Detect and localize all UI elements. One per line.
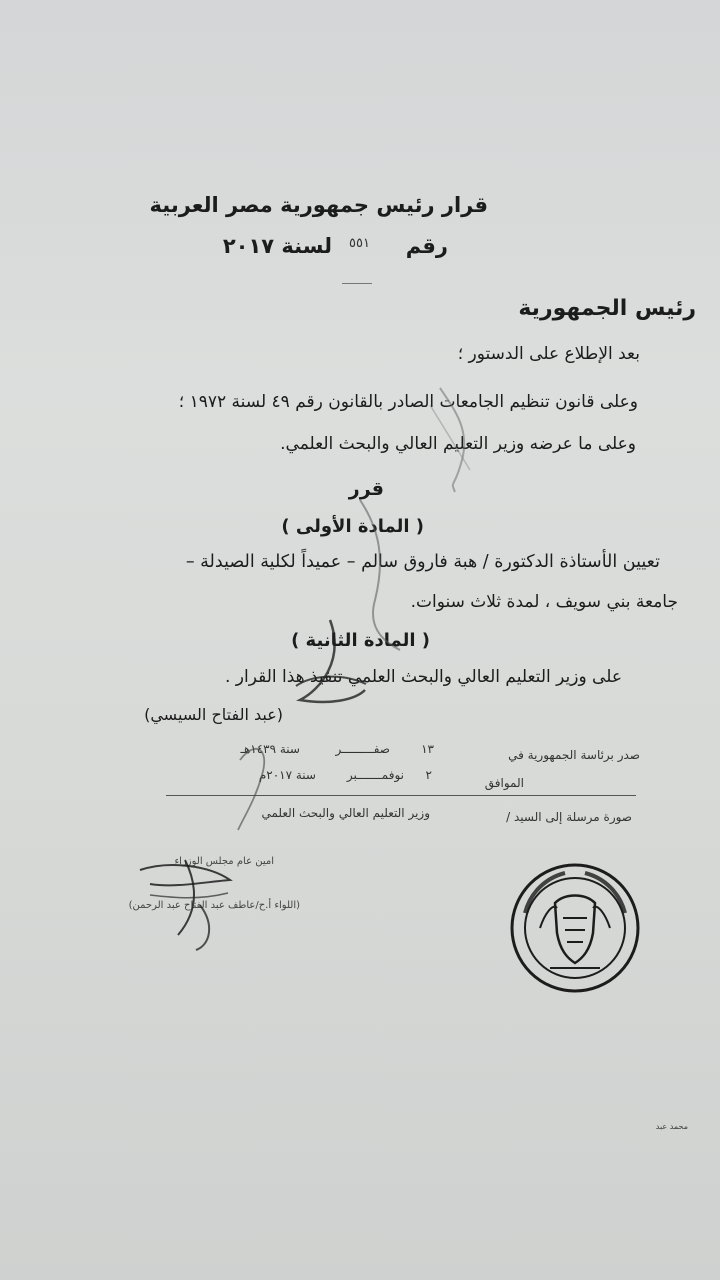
- article-1-line-1: تعيين الأستاذة الدكتورة / هبة فاروق سالم – عميداً لكلية الصيدلة –: [185, 552, 660, 572]
- article-1-line-2: جامعة بني سويف ، لمدة ثلاث سنوات.: [410, 592, 678, 612]
- article-1-heading: ( المادة الأولى ): [281, 516, 424, 537]
- article-2-heading: ( المادة الثانية ): [291, 630, 430, 651]
- issued-label: صدر برئاسة الجمهورية في: [508, 748, 640, 762]
- preamble-line-1: بعد الإطلاع على الدستور ؛: [457, 344, 640, 364]
- official-seal-graphic: [505, 858, 645, 998]
- corresponding-year: سنة ٢٠١٧م: [258, 768, 316, 782]
- secretary-name: (اللواء أ.ح/عاطف عبد الفتاح عبد الرحمن): [128, 900, 300, 911]
- signatory-name: (عبد الفتاح السيسي): [144, 705, 283, 724]
- footer-mark: محمد عبد: [655, 1122, 688, 1131]
- preamble-line-2: وعلى قانون تنظيم الجامعات الصادر بالقانون رقم ٤٩ لسنة ١٩٧٢ ؛: [178, 392, 638, 412]
- decree-title: قرار رئيس جمهورية مصر العربية: [149, 193, 488, 217]
- corresponding-label: الموافق: [484, 776, 524, 790]
- article-2-line-1: على وزير التعليم العالي والبحث العلمي تنفيذ هذا القرار .: [224, 667, 622, 687]
- corresponding-day: ٢: [425, 768, 432, 782]
- decree-year: لسنة ٢٠١٧: [222, 234, 332, 258]
- issued-year: سنة ١٤٣٩هـ: [240, 742, 300, 756]
- preamble-line-3: وعلى ما عرضه وزير التعليم العالي والبحث العلمي.: [280, 434, 636, 454]
- decision-word: قرر: [348, 478, 384, 500]
- corresponding-month: نوفمـــــــبر: [346, 768, 404, 782]
- issued-month: صفـــــــــر: [335, 742, 390, 756]
- decree-number-value: ٥٥١: [349, 236, 370, 251]
- copy-to-label: صورة مرسلة إلى السيد /: [506, 810, 632, 824]
- secretary-title: امين عام مجلس الوزراء: [174, 856, 274, 867]
- copy-to-recipient: وزير التعليم العالي والبحث العلمي: [261, 806, 430, 820]
- issuer-heading: رئيس الجمهورية: [518, 296, 696, 321]
- issued-day: ١٣: [421, 742, 434, 756]
- decree-number-label: رقم: [405, 234, 448, 258]
